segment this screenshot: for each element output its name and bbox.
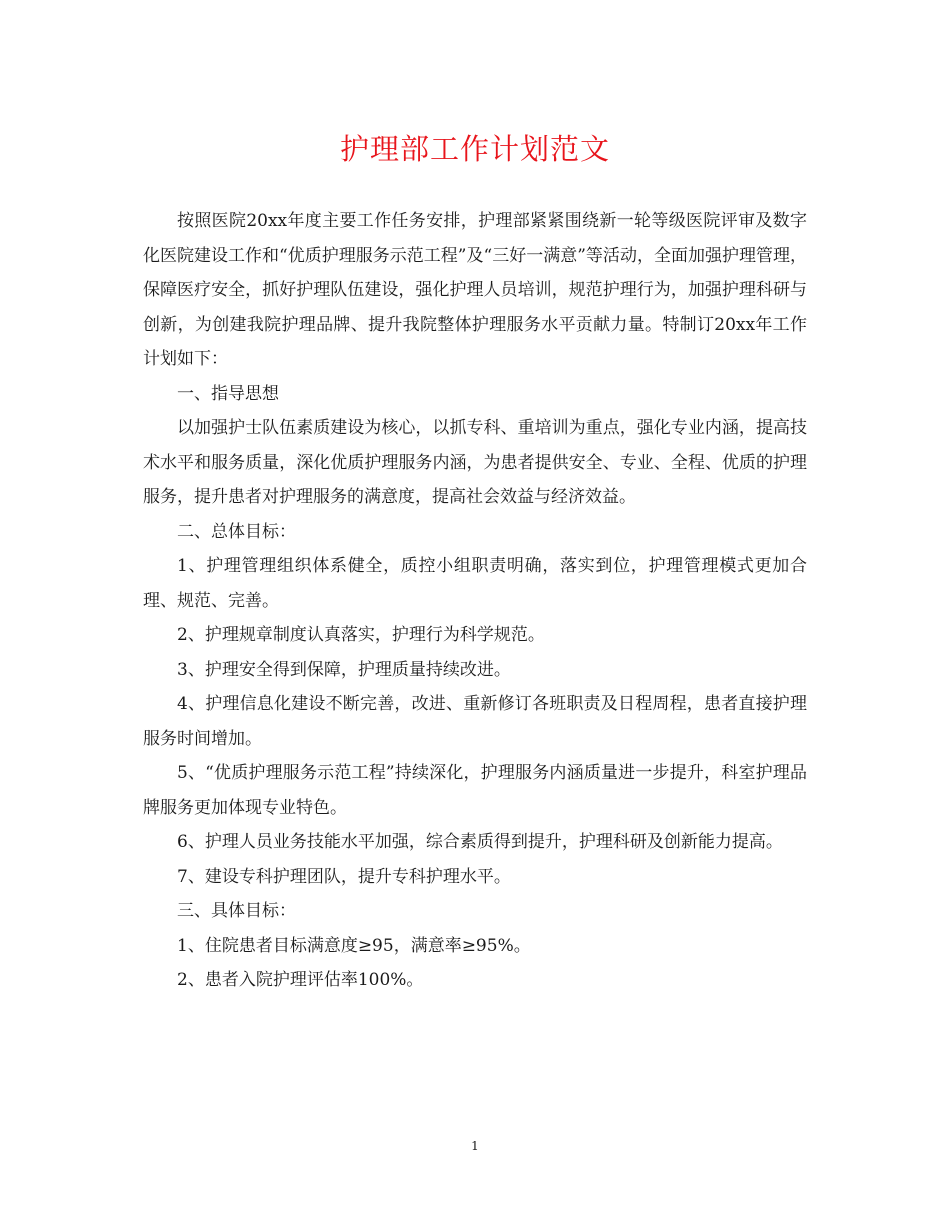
overall-goal-item-2: 2、护理规章制度认真落实，护理行为科学规范。 — [177, 625, 545, 645]
specific-goal-item-2: 2、患者入院护理评估率100%。 — [177, 970, 424, 990]
overall-goal-item-3: 3、护理安全得到保障，护理质量持续改进。 — [177, 659, 511, 680]
overall-goal-item-6: 6、护理人员业务技能水平加强，综合素质得到提升，护理科研及创新能力提高。 — [177, 832, 783, 852]
overall-goal-item-7: 7、建设专科护理团队，提升专科护理水平。 — [177, 866, 511, 887]
document-body — [143, 204, 807, 998]
overall-goal-item-1: 1、护理管理组织体系健全，质控小组职责明确，落实到位，护理管理模式更加合理、规范、完善。 — [143, 556, 807, 611]
specific-goal-item-1: 1、住院患者目标满意度≥95，满意率≥95%。 — [177, 935, 531, 956]
section-heading-guiding-ideology: 一、指导思想 — [177, 383, 279, 404]
document-title: 护理部工作计划范文 — [339, 132, 610, 166]
section-heading-overall-goals: 二、总体目标： — [177, 521, 296, 542]
page-number: 1 — [471, 1139, 479, 1153]
section-heading-specific-goals: 三、具体目标： — [177, 901, 296, 921]
guiding-ideology-paragraph: 以加强护士队伍素质建设为核心，以抓专科、重培训为重点，强化专业内涵，提高技术水平和服务质量，深化优质护理服务内涵，为患者提供安全、专业、全程、优质的护理服务，提升患者对护理服务的满意度，提高社会效益与经济效益。 — [143, 418, 807, 507]
intro-paragraph: 按照医院20xx年度主要工作任务安排，护理部紧紧围绕新一轮等级医院评审及数字化医院建设工作和“优质护理服务示范工程”及“三好一满意”等活动，全面加强护理管理，保障医疗安全，抓好护理队伍建设，强化护理人员培训，规范护理行为，加强护理科研与创新，为创建我院护理品牌、提升我院整体护理服务水平贡献力量。特制订20xx年工作计划如下： — [143, 211, 807, 369]
overall-goal-item-5: 5、“优质护理服务示范工程”持续深化，护理服务内涵质量进一步提升，科室护理品牌服务更加体现专业特色。 — [143, 763, 807, 818]
overall-goal-item-4: 4、护理信息化建设不断完善，改进、重新修订各班职责及日程周程，患者直接护理服务时间增加。 — [143, 694, 807, 749]
